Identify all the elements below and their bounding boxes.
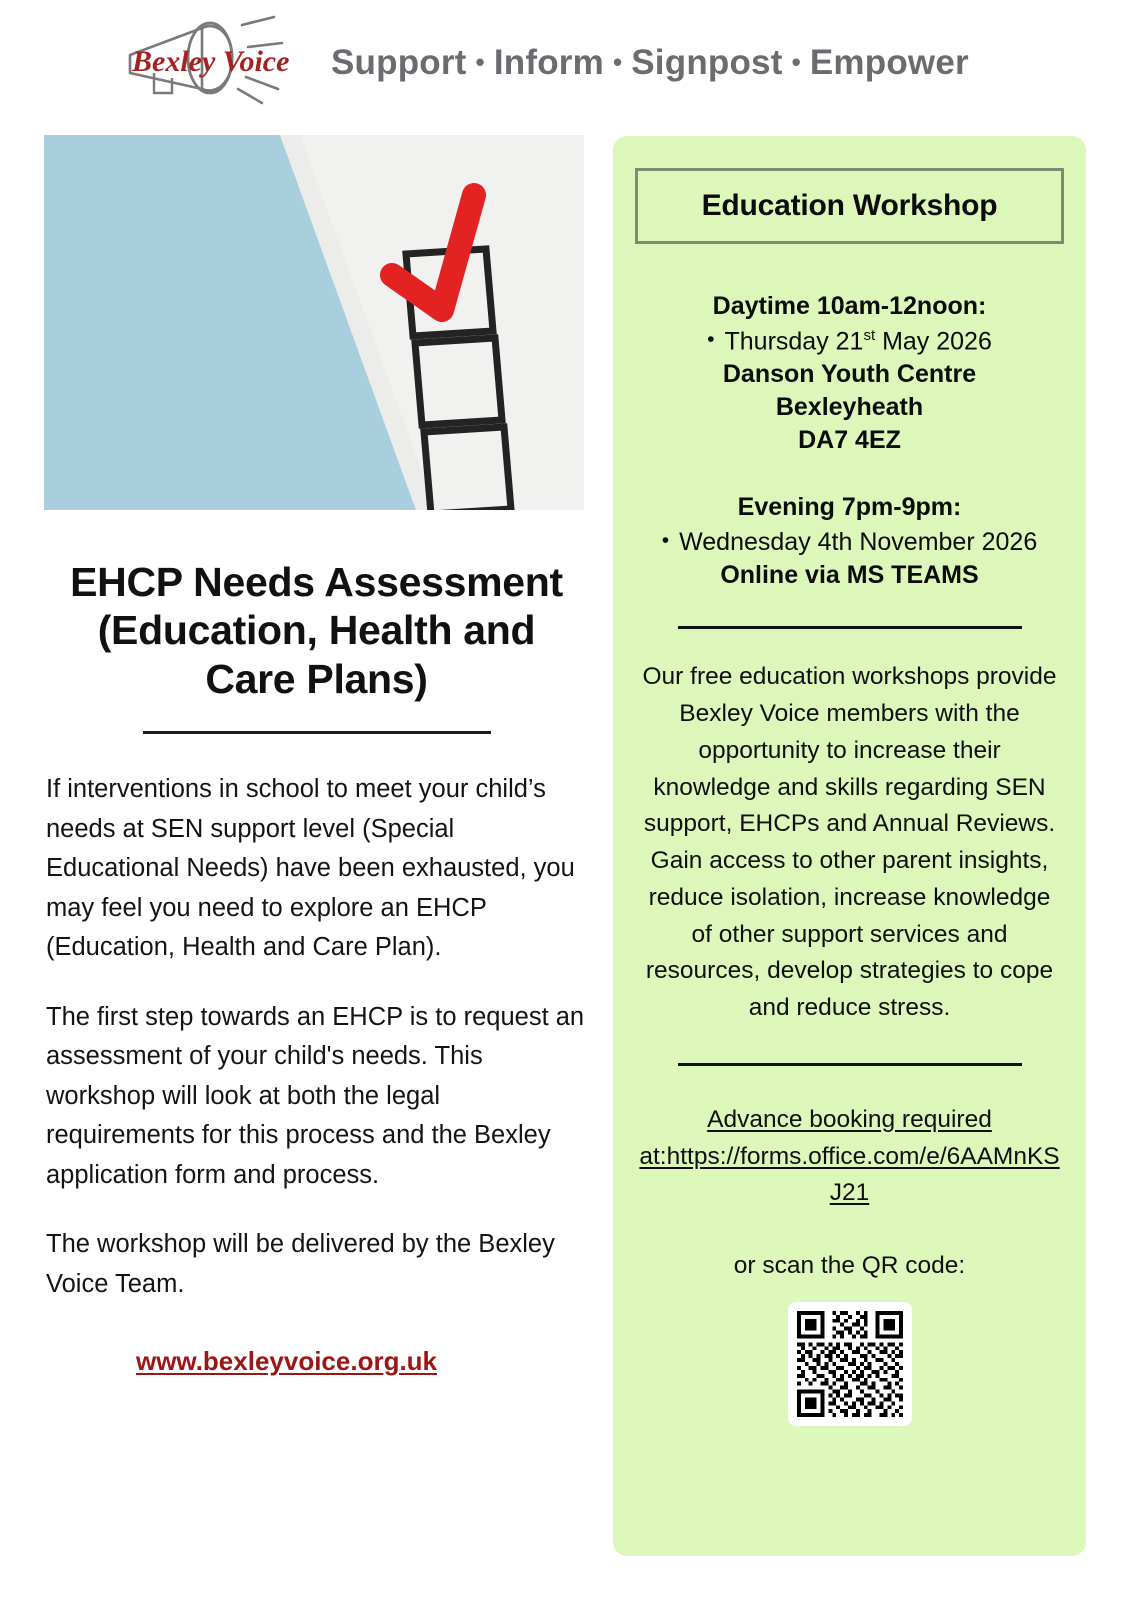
tagline-support: Support [331, 43, 467, 82]
date-ordinal: st [863, 327, 876, 344]
logo-wordmark: Bexley Voice [132, 45, 290, 78]
tagline-empower: Empower [809, 43, 969, 82]
checklist-photo [44, 135, 584, 510]
panel-divider-top [678, 626, 1022, 629]
bullet-icon: • [707, 328, 715, 352]
session-daytime-date-row [635, 327, 1064, 356]
workshop-title-box [635, 168, 1064, 244]
tagline-inform: Inform [493, 43, 604, 82]
session-daytime [635, 292, 1064, 455]
paragraph-1: If interventions in school to meet your child’s needs at SEN support level (Special Educational Needs) have been exhausted, you may feel you need to explore an EHCP (Education, Health and Care Plan). [46, 775, 575, 962]
venue-name: Danson Youth Centre [722, 360, 977, 389]
session-daytime-date [724, 327, 991, 356]
qr-code-icon[interactable] [788, 1302, 912, 1426]
tagline-dot-3: • [791, 47, 801, 77]
website-link[interactable]: www.bexleyvoice.org.uk [135, 1346, 438, 1377]
paragraph-2: The first step towards an EHCP is to request an assessment of your child's needs. This workshop will look at both the legal requirements for this process and the Bexley application form and process. [46, 1002, 585, 1189]
workshop-description: Our free education workshops provide Bexley Voice members with the opportunity to increase their knowledge and skills regarding SEN support, EHCPs and Annual Reviews. Gain access to other parent insights, reduce isolation, increase knowledge of other support services and resources, develop strategies to cope and reduce stress. [642, 663, 1057, 1022]
tagline-dot-2: • [612, 47, 623, 77]
date-rest: May 2026 [875, 327, 992, 356]
left-column [44, 135, 589, 1377]
tagline [331, 43, 969, 83]
title-line-2: (Education, Health and [97, 607, 536, 654]
session-evening-mode: Online via MS TEAMS [720, 561, 979, 590]
bexley-voice-logo [124, 15, 299, 111]
title-line-3: Care Plans) [205, 655, 428, 702]
booking-link[interactable]: Advance booking required at:https://forms.office.com/e/6AAMnKSJ21 [639, 1105, 1060, 1207]
session-evening-date: Wednesday 4th November 2026 [679, 528, 1038, 557]
page-header [0, 0, 1140, 126]
date-prefix: Thursday 21 [724, 327, 864, 356]
body-text [44, 770, 589, 1304]
panel-divider-bottom [678, 1063, 1022, 1066]
session-evening-date-row [635, 528, 1064, 557]
title-divider [143, 731, 491, 734]
page-title [44, 558, 589, 703]
session-daytime-heading: Daytime 10am-12noon: [712, 292, 987, 320]
tagline-dot-1: • [475, 47, 485, 77]
venue-town: Bexleyheath [775, 393, 924, 422]
session-evening-heading: Evening 7pm-9pm: [737, 493, 962, 522]
workshop-title: Education Workshop [701, 189, 998, 222]
session-evening [635, 493, 1064, 590]
bullet-icon: • [661, 529, 670, 553]
workshop-panel [613, 136, 1086, 1556]
tagline-signpost: Signpost [631, 43, 783, 82]
title-line-1: EHCP Needs Assessment [70, 559, 563, 605]
venue-postcode: DA7 4EZ [798, 426, 901, 455]
paragraph-3: The workshop will be delivered by the Bexley Voice Team. [46, 1230, 555, 1298]
scan-qr-label: or scan the QR code: [733, 1252, 966, 1280]
